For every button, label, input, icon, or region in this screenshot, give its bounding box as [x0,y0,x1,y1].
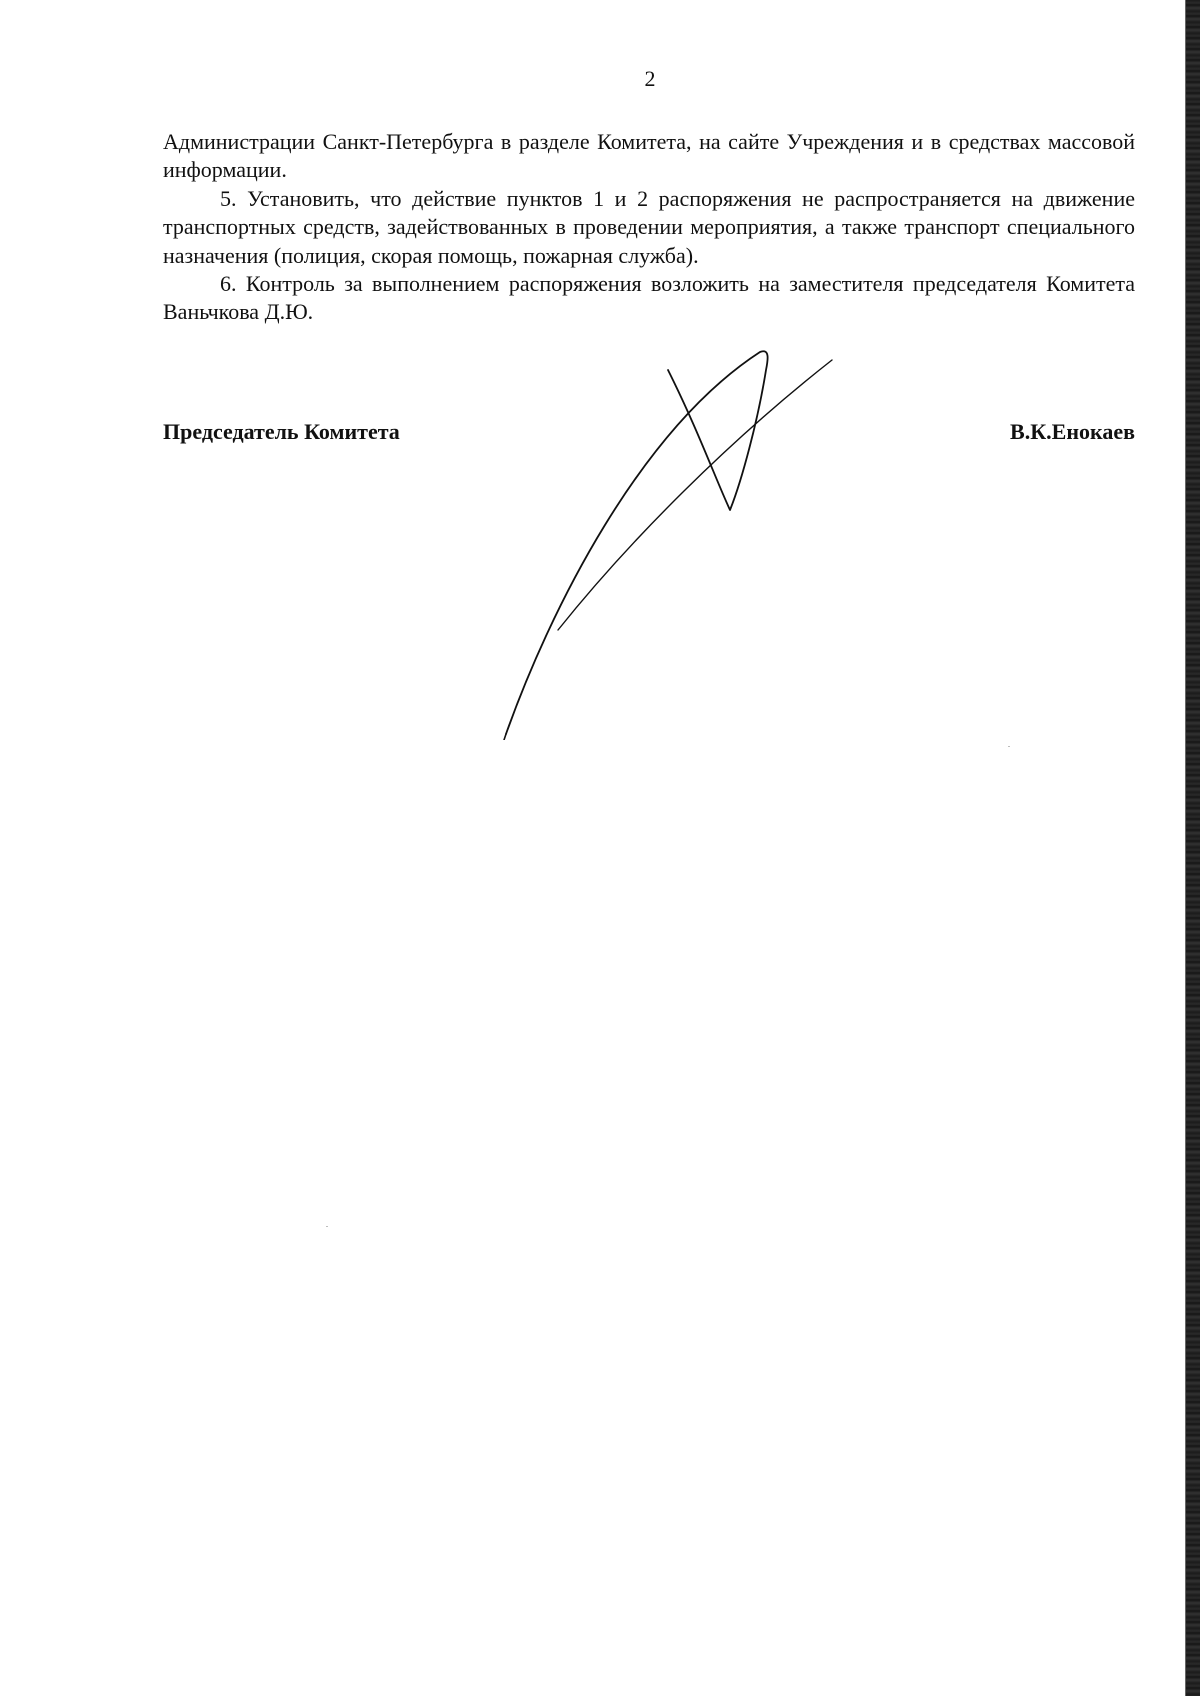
signatory-position: Председатель Комитета [163,419,400,444]
page-number: 2 [644,66,656,91]
paragraph-continuation: Администрации Санкт-Петербурга в разделе Комитета, на сайте Учреждения и в средствах массовой информации. [163,129,1135,183]
signature-stroke-diagonal [558,360,832,630]
signatory-name: В.К.Енокаев [1010,419,1135,444]
handwritten-signature [490,340,840,740]
signature-stroke-main [506,351,768,734]
scan-speck [1008,746,1010,747]
signature-stroke-tail [504,734,506,740]
paragraph-item-5: 5. Установить, что действие пунктов 1 и 2 распоряжения не распространяется на движение транспортных средств, задействованных в проведении мероприятия, а также транспорт специального назначения (полиция, скорая помощь, пожарная служба). [163,185,1135,268]
paragraph-item-6: 6. Контроль за выполнением распоряжения возложить на заместителя председателя Комитета Ваньчкова Д.Ю. [163,271,1135,325]
scan-speck [326,1226,328,1227]
scan-border-edge [1185,0,1200,1696]
document-body [163,128,1135,327]
